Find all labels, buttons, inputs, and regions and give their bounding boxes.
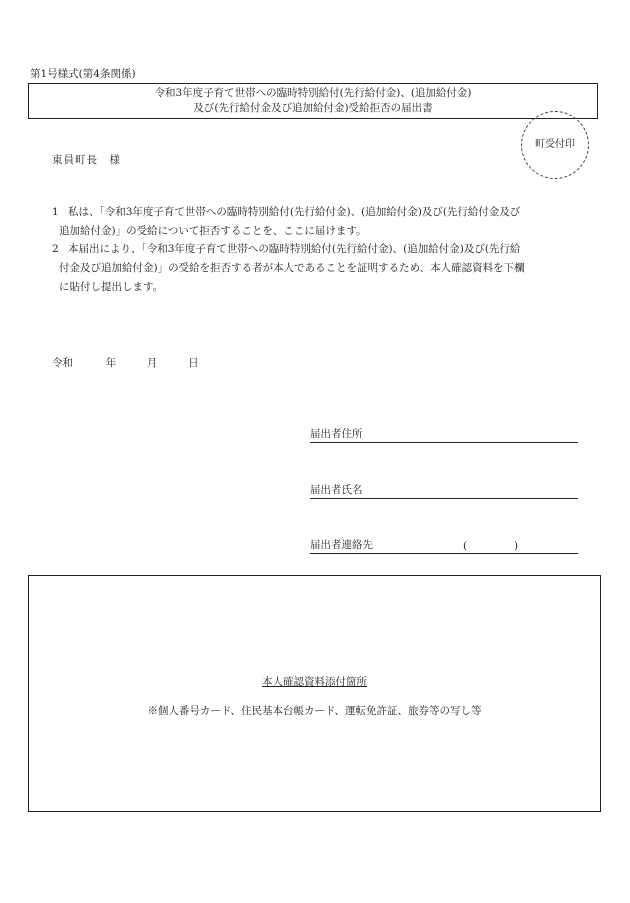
date-day: 日 xyxy=(188,357,199,369)
contact-label: 届出者連絡先 xyxy=(310,539,373,551)
item-number: 1 xyxy=(52,206,59,218)
attachment-note: ※個人番号カード、住民基本台帳カード、運転免許証、旅券等の写し等 xyxy=(147,705,482,717)
document-title xyxy=(28,83,598,119)
addressee: 東員町長 様 xyxy=(52,154,121,166)
form-number: 第1号様式(第4条関係) xyxy=(30,68,136,80)
date-month: 月 xyxy=(146,357,158,369)
item-line: 私は、「令和3年度子育て世帯への臨時特別給付(先行給付金)、(追加給付金)及び(先行給付金及び xyxy=(68,206,521,218)
date-row xyxy=(52,355,199,370)
stamp-label: 町受付印 xyxy=(535,139,575,150)
title-line-2: 及び(先行給付金及び追加給付金)受給拒否の届出書 xyxy=(193,102,433,114)
item-line: 本届出により、「令和3年度子育て世帯への臨時特別給付(先行給付金)、(追加給付金)及び(先行給 xyxy=(68,243,521,255)
name-label: 届出者氏名 xyxy=(310,484,363,496)
contact-paren-close: ) xyxy=(514,540,519,552)
attachment-title-text: 本人確認資料添付箇所 xyxy=(262,676,367,688)
declaration-item-2 xyxy=(52,240,586,297)
id-attachment-area xyxy=(28,575,601,812)
date-era: 令和 xyxy=(52,357,73,369)
title-line-1: 令和3年度子育て世帯への臨時特別給付(先行給付金)、(追加給付金) xyxy=(154,87,472,99)
declaration-item-1 xyxy=(52,203,586,241)
item-line: 付金及び追加給付金)」の受給を拒否する者が本人であることを証明するため、本人確認資料を下欄 xyxy=(59,262,525,274)
attachment-title xyxy=(29,674,600,689)
item-line: 追加給付金)」の受給について拒否することを、ここに届けます。 xyxy=(59,225,367,237)
item-number: 2 xyxy=(52,243,59,255)
name-field[interactable] xyxy=(310,484,578,499)
contact-field[interactable] xyxy=(310,539,578,554)
address-field[interactable] xyxy=(310,428,578,443)
reception-stamp-area xyxy=(521,111,589,179)
date-year: 年 xyxy=(105,357,117,369)
contact-paren-open: ( xyxy=(463,540,468,552)
address-label: 届出者住所 xyxy=(310,428,363,440)
item-line: に貼付し提出します。 xyxy=(59,281,164,293)
